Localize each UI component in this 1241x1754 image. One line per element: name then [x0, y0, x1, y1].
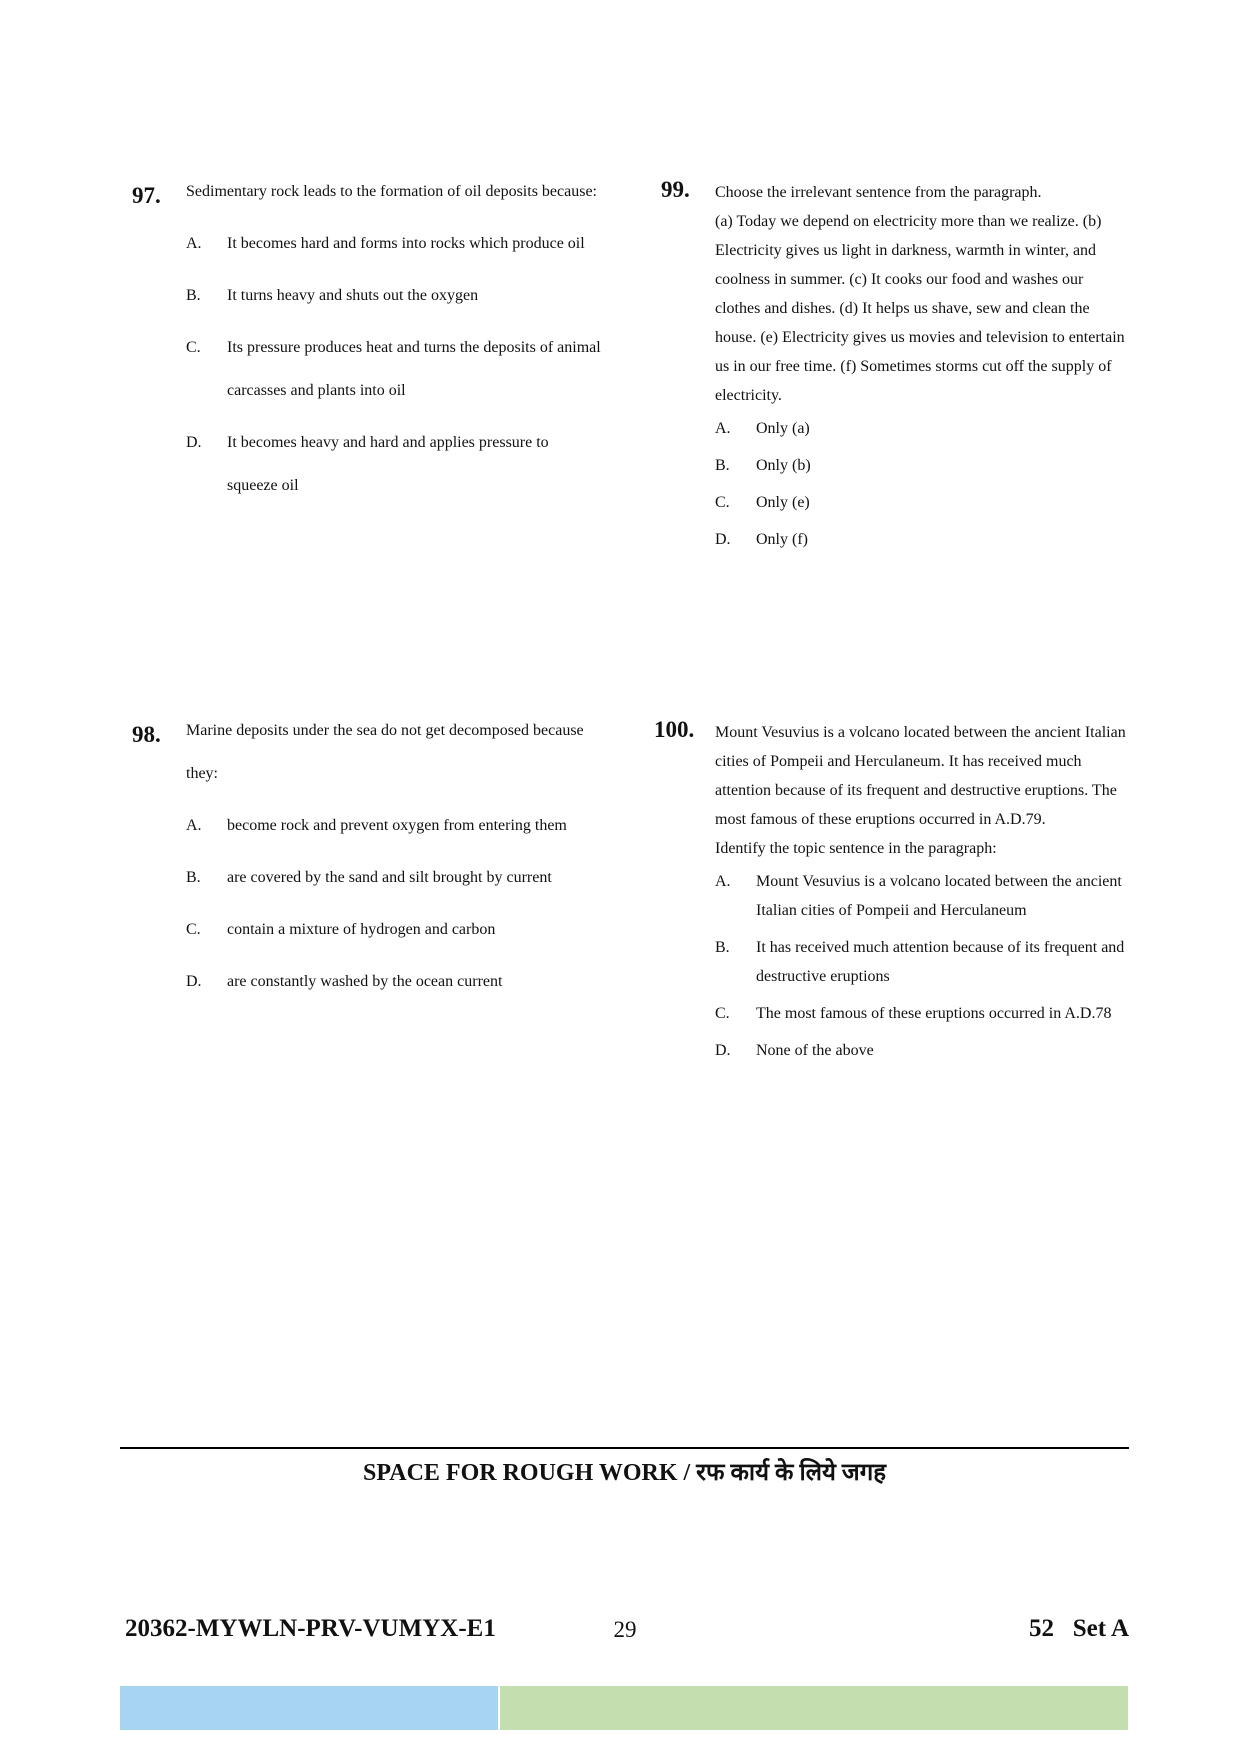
option-label: D.: [186, 973, 202, 990]
question-number: 100.: [654, 717, 695, 742]
rough-work-label: SPACE FOR ROUGH WORK / रफ कार्य के लिये जगह: [363, 1460, 886, 1486]
booklet-code: 20362-MYWLN-PRV-VUMYX-E1: [125, 1615, 496, 1642]
option-label: B.: [186, 287, 201, 304]
option-label: B.: [186, 869, 201, 886]
option-d: [715, 1036, 1131, 1065]
option-d: [186, 421, 602, 507]
option-a: [715, 414, 1131, 443]
option-text: It has received much attention because of its frequent and destructive eruptions: [756, 939, 1125, 985]
option-c: [186, 908, 602, 951]
question-passage: (a) Today we depend on electricity more than we realize. (b) Electricity gives us light in darkness, warmth in winter, and coolness in summer. (c) It cooks our food and washes our clothes and dishes. (d) It helps us shave, sew and clean the house. (e) Electricity gives us movies and television to entertain us in our free time. (f) Sometimes storms cut off the supply of electricity.: [715, 213, 1125, 404]
option-b: [186, 856, 602, 899]
option-text: Only (e): [756, 494, 810, 511]
option-text: Only (a): [756, 420, 810, 437]
question-stem: Sedimentary rock leads to the formation of oil deposits because:: [186, 183, 597, 200]
option-label: B.: [715, 939, 730, 956]
option-a: [186, 222, 602, 265]
option-d: [186, 960, 602, 1003]
option-text: Its pressure produces heat and turns the deposits of animal carcasses and plants into oil: [227, 339, 601, 399]
option-c: [715, 999, 1131, 1028]
option-label: C.: [715, 1005, 730, 1022]
option-label: D.: [186, 434, 202, 451]
question-number: 98.: [132, 722, 161, 747]
option-label: D.: [715, 531, 731, 548]
question-number: 97.: [132, 183, 161, 208]
question-98: [132, 709, 602, 1003]
question-stem: Marine deposits under the sea do not get decomposed because they:: [186, 722, 584, 782]
question-stem: Choose the irrelevant sentence from the paragraph.: [715, 184, 1042, 201]
option-text: are covered by the sand and silt brought by current: [227, 869, 552, 886]
option-label: B.: [715, 457, 730, 474]
option-text: It becomes heavy and hard and applies pressure to squeeze oil: [227, 434, 549, 494]
option-label: C.: [186, 921, 201, 938]
option-label: A.: [186, 817, 202, 834]
option-text: Only (b): [756, 457, 811, 474]
option-label: A.: [186, 235, 202, 252]
set-label: 52 Set A: [1029, 1615, 1129, 1642]
option-b: [186, 274, 602, 317]
option-text: Mount Vesuvius is a volcano located between the ancient Italian cities of Pompeii and Herculaneum: [756, 873, 1122, 919]
option-text: are constantly washed by the ocean current: [227, 973, 503, 990]
option-c: [715, 488, 1131, 517]
option-label: C.: [715, 494, 730, 511]
option-a: [715, 867, 1131, 925]
question-97: [132, 170, 602, 507]
option-text: become rock and prevent oxygen from entering them: [227, 817, 567, 834]
footer-bar-green: [500, 1686, 1128, 1730]
option-d: [715, 525, 1131, 554]
option-label: A.: [715, 420, 731, 437]
footer-bar-blue: [120, 1686, 498, 1730]
option-a: [186, 804, 602, 847]
question-99: [661, 178, 1131, 554]
option-label: C.: [186, 339, 201, 356]
question-stem: Identify the topic sentence in the paragraph:: [715, 840, 997, 857]
option-text: contain a mixture of hydrogen and carbon: [227, 921, 496, 938]
question-100: [654, 718, 1131, 1065]
option-label: D.: [715, 1042, 731, 1059]
question-number: 99.: [661, 177, 690, 202]
option-text: Only (f): [756, 531, 808, 548]
option-text: None of the above: [756, 1042, 874, 1059]
rough-work-divider: [120, 1447, 1129, 1449]
option-text: The most famous of these eruptions occurred in A.D.78: [756, 1005, 1112, 1022]
option-c: [186, 326, 602, 412]
option-label: A.: [715, 873, 731, 890]
page-number: 29: [613, 1617, 637, 1642]
option-b: [715, 933, 1131, 991]
question-passage: Mount Vesuvius is a volcano located between the ancient Italian cities of Pompeii and Herculaneum. It has received much attention because of its frequent and destructive eruptions. The most famous of these eruptions occurred in A.D.79.: [715, 724, 1126, 828]
option-text: It turns heavy and shuts out the oxygen: [227, 287, 479, 304]
option-b: [715, 451, 1131, 480]
option-text: It becomes hard and forms into rocks which produce oil: [227, 235, 585, 252]
